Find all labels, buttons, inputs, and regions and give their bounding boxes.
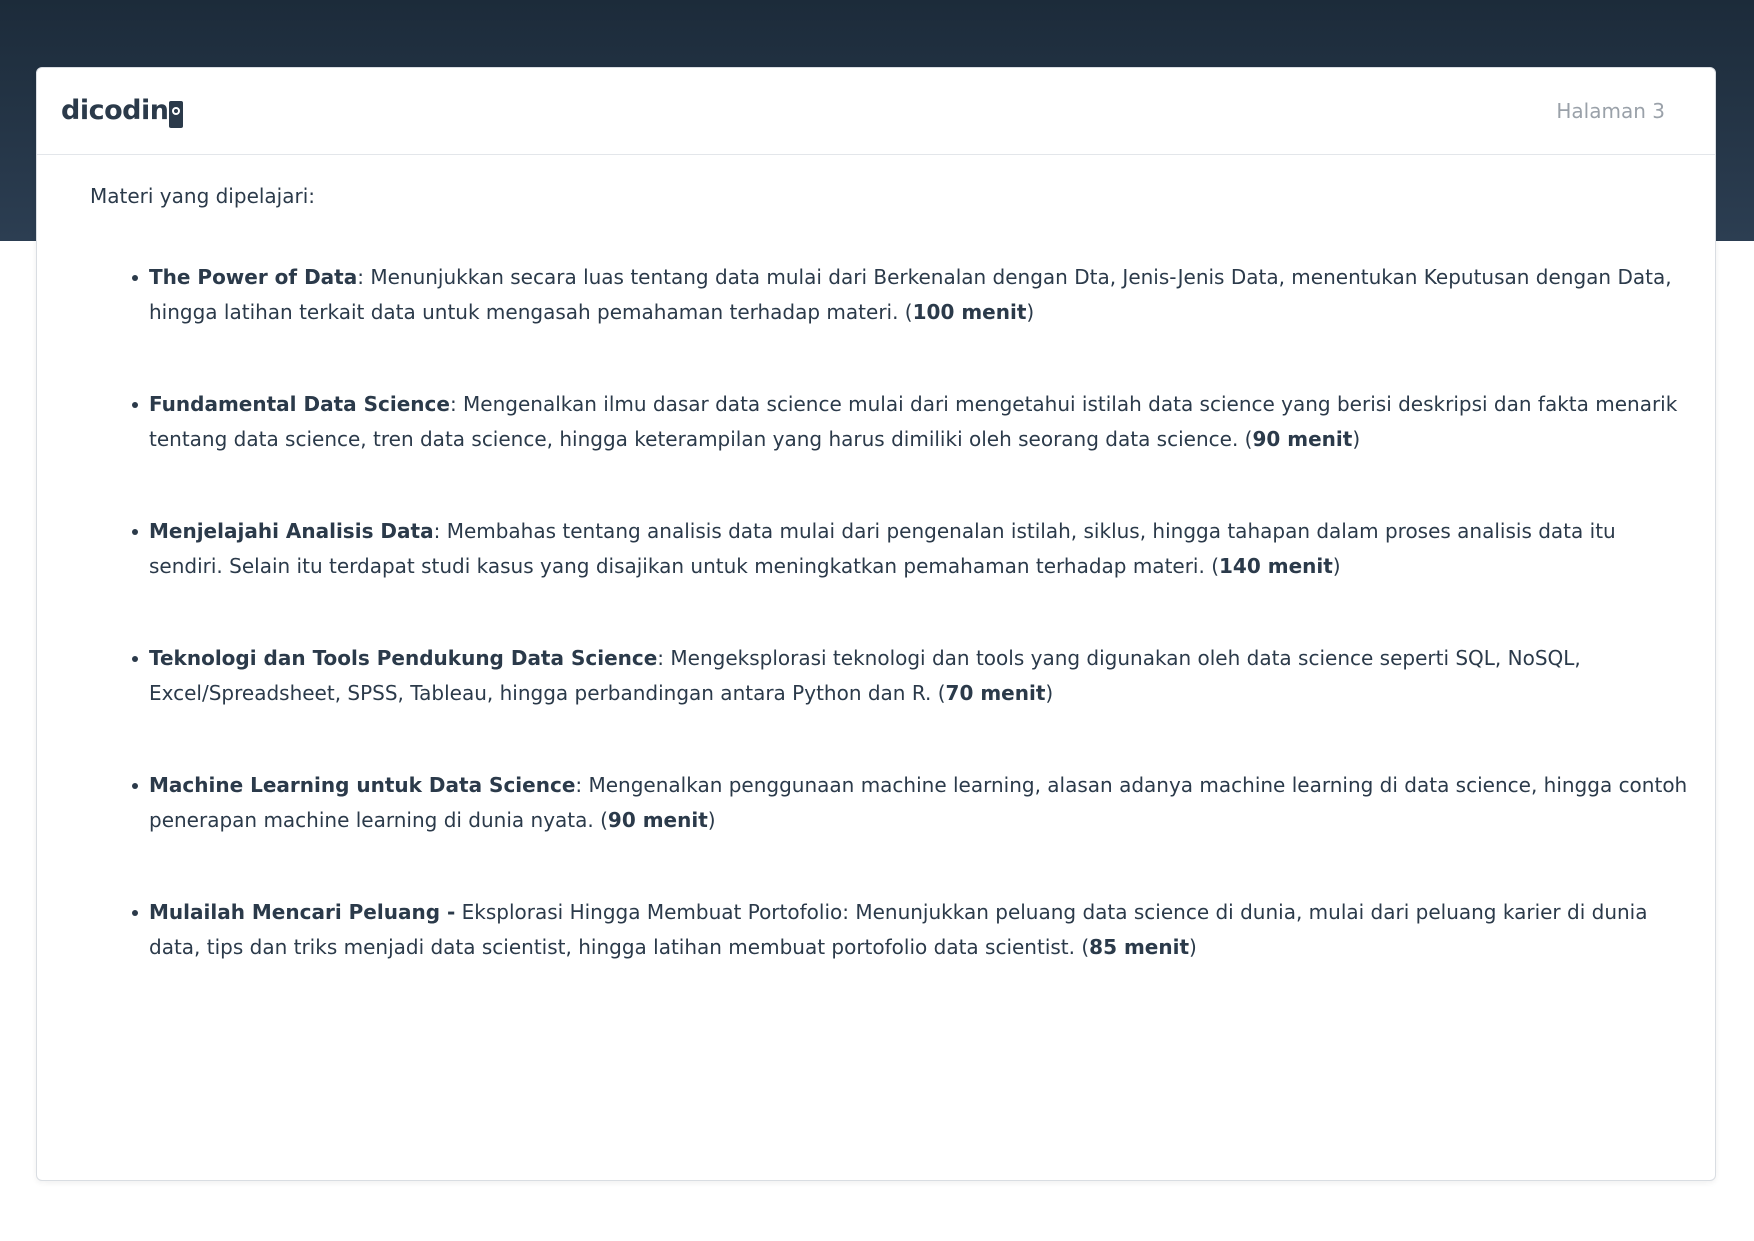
topic-description: : Mengenalkan ilmu dasar data science mulai dari mengetahui istilah data science yang berisi deskripsi dan fakta menarik tentang data science, tren data science, hingga keterampilan yang harus dimiliki oleh seorang data science. ( bbox=[149, 392, 1678, 451]
topics-list bbox=[149, 260, 1689, 1022]
topic-suffix: ) bbox=[1352, 426, 1361, 451]
topic-description: : Menunjukkan secara luas tentang data mulai dari Berkenalan dengan Dta, Jenis-Jenis Data, menentukan Keputusan dengan Data, hingga latihan terkait data untuk mengasah pemahaman terhadap materi. ( bbox=[149, 265, 1672, 324]
topic-title: Fundamental Data Science bbox=[149, 392, 450, 416]
topic-duration: 85 menit bbox=[1089, 934, 1190, 959]
page-number: Halaman 3 bbox=[1556, 99, 1665, 123]
topic-duration: 100 menit bbox=[912, 299, 1027, 324]
topic-title: The Power of Data bbox=[149, 265, 358, 289]
topic-duration: 90 menit bbox=[1252, 426, 1353, 451]
list-item bbox=[149, 260, 1689, 329]
topic-duration: 140 menit bbox=[1219, 553, 1333, 578]
list-item bbox=[149, 387, 1689, 456]
topic-suffix: ) bbox=[707, 807, 716, 832]
topic-suffix: ) bbox=[1189, 934, 1197, 959]
list-item bbox=[149, 895, 1689, 964]
topic-duration: 90 menit bbox=[607, 807, 708, 832]
topic-title: Machine Learning untuk Data Science bbox=[149, 773, 576, 797]
intro-text: Materi yang dipelajari: bbox=[90, 184, 316, 208]
topic-description: : Mengeksplorasi teknologi dan tools yang digunakan oleh data science seperti SQL, NoSQL, Excel/Spreadsheet, SPSS, Tableau, hingga perbandingan antara Python dan R. ( bbox=[149, 646, 1581, 705]
logo-wordmark: dicodin bbox=[61, 95, 169, 126]
list-item bbox=[149, 641, 1689, 710]
list-item bbox=[149, 514, 1689, 583]
logo-g-mark-icon bbox=[169, 101, 183, 128]
topic-description: : Membahas tentang analisis data mulai dari pengenalan istilah, siklus, hingga tahapan dalam proses analisis data itu sendiri. Selain itu terdapat studi kasus yang disajikan untuk meningkatkan pemahaman terhadap materi. ( bbox=[149, 519, 1616, 578]
topic-description: Eksplorasi Hingga Membuat Portofolio: Menunjukkan peluang data science di dunia, mulai dari peluang karier di dunia data, tips dan triks menjadi data scientist, hingga latihan membuat portofolio data scientist. ( bbox=[149, 900, 1648, 959]
dicoding-logo bbox=[61, 94, 183, 128]
topic-suffix: ) bbox=[1332, 553, 1341, 578]
page-header bbox=[37, 68, 1715, 155]
topic-title: Mulailah Mencari Peluang - bbox=[149, 900, 456, 924]
topic-suffix: ) bbox=[1045, 680, 1054, 705]
topic-title: Teknologi dan Tools Pendukung Data Science bbox=[149, 646, 658, 670]
list-item bbox=[149, 768, 1689, 837]
topic-suffix: ) bbox=[1026, 299, 1035, 324]
topic-duration: 70 menit bbox=[945, 680, 1046, 705]
topic-description: : Mengenalkan penggunaan machine learning, alasan adanya machine learning di data science, hingga contoh penerapan machine learning di dunia nyata. ( bbox=[149, 773, 1688, 832]
document-page-card bbox=[36, 67, 1716, 1181]
topic-title: Menjelajahi Analisis Data bbox=[149, 519, 434, 543]
